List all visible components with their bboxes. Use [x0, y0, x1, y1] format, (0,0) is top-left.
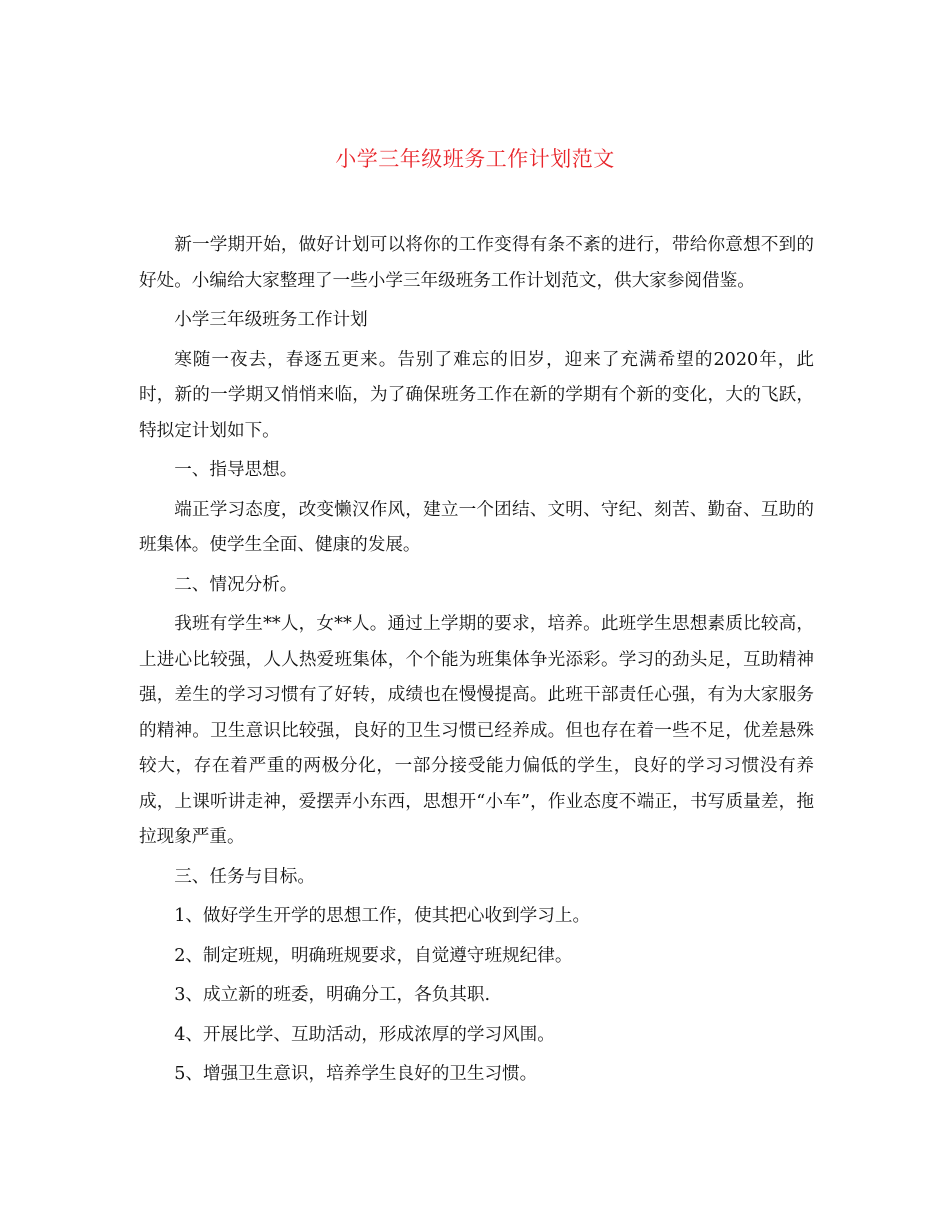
- heading-situation-analysis: 二、情况分析。: [174, 574, 298, 595]
- document-body: [139, 228, 814, 1097]
- list-item-task-5: 5、增强卫生意识，培养学生良好的卫生习惯。: [174, 1064, 538, 1084]
- paragraph-intro: 新一学期开始，做好计划可以将你的工作变得有条不紊的进行，带给你意想不到的好处。小编给大家整理了一些小学三年级班务工作计划范文，供大家参阅借鉴。: [139, 235, 814, 291]
- list-item-task-3: 3、成立新的班委，明确分工，各负其职.: [174, 985, 491, 1005]
- heading-guiding-ideology: 一、指导思想。: [174, 460, 298, 480]
- list-item-task-1: 1、做好学生开学的思想工作，使其把心收到学习上。: [174, 906, 591, 926]
- paragraph-subtitle: 小学三年级班务工作计划: [174, 310, 368, 330]
- paragraph-guiding-ideology: 端正学习态度，改变懒汉作风，建立一个团结、文明、守纪、刻苦、勤奋、互助的班集体。使学生全面、健康的发展。: [139, 499, 814, 555]
- list-item-task-4: 4、开展比学、互助活动，形成浓厚的学习风围。: [174, 1024, 555, 1045]
- list-item-task-2: 2、制定班规，明确班规要求，自觉遵守班规纪律。: [174, 945, 573, 966]
- paragraph-situation-analysis: 我班有学生**人，女**人。通过上学期的要求，培养。此班学生思想素质比较高，上进心比较强，人人热爱班集体，个个能为班集体争光添彩。学习的劲头足，互助精神强，差生的学习习惯有了好转，成绩也在慢慢提高。此班干部责任心强，有为大家服务的精神。卫生意识比较强，良好的卫生习惯已经养成。但也存在着一些不足，优差悬殊较大，存在着严重的两极分化，一部分接受能力偏低的学生，良好的学习习惯没有养成，上课听讲走神，爱摆弄小东西，思想开“小车”，作业态度不端正，书写质量差，拖拉现象严重。: [139, 614, 814, 847]
- document-title: 小学三年级班务工作计划范文: [335, 147, 615, 171]
- paragraph-preface: 寒随一夜去，春逐五更来。告别了难忘的旧岁，迎来了充满希望的2020年，此时，新的一学期又悄悄来临，为了确保班务工作在新的学期有个新的变化，大的飞跃，特拟定计划如下。: [139, 349, 814, 441]
- heading-tasks-goals: 三、任务与目标。: [174, 866, 315, 887]
